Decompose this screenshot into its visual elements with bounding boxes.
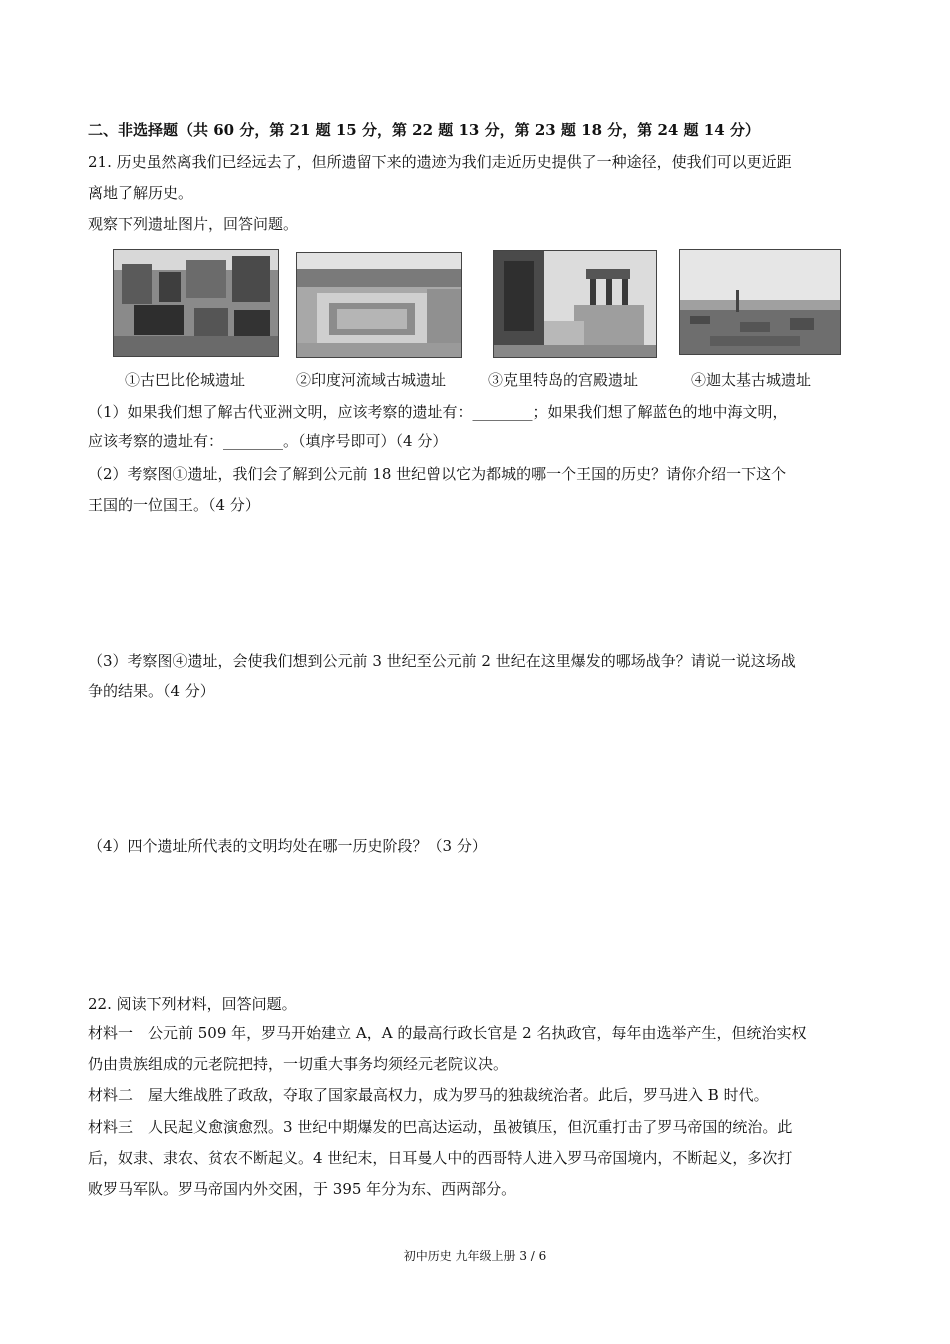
q21-intro-line1: 21. 历史虽然离我们已经远去了，但所遗留下来的遗迹为我们走近历史提供了一种途径，使我们可以更近距: [88, 153, 792, 171]
caption-indus: ②印度河流域古城遗址: [296, 371, 447, 389]
q22-intro: 22. 阅读下列材料，回答问题。: [88, 995, 297, 1013]
q21-part3-line1: （3）考察图④遗址，会使我们想到公元前 3 世纪至公元前 2 世纪在这里爆发的哪场战争？请说一说这场战: [88, 652, 796, 670]
caption-carthage: ④迦太基古城遗址: [691, 371, 812, 389]
q21-part2-line1: （2）考察图①遗址，我们会了解到公元前 18 世纪曾以它为都城的哪一个王国的历史？请你介绍一下这个: [88, 465, 787, 483]
q22-material3-line1: 材料三 人民起义愈演愈烈。3 世纪中期爆发的巴高达运动，虽被镇压，但沉重打击了罗马帝国的统治。此: [88, 1118, 793, 1136]
q22-material3-line2: 后，奴隶、隶农、贫农不断起义。4 世纪末，日耳曼人中的西哥特人进入罗马帝国境内，不断起义，多次打: [88, 1149, 793, 1167]
page-footer: 初中历史 九年级上册 3 / 6: [403, 1249, 547, 1263]
q22-material1-line2: 仍由贵族组成的元老院把持，一切重大事务均须经元老院议决。: [88, 1055, 509, 1073]
crete-palace-image: [493, 250, 657, 358]
section-title: 二、非选择题（共 60 分，第 21 题 15 分，第 22 题 13 分，第 23 题 18 分，第 24 题 14 分）: [88, 121, 760, 139]
caption-babylon: ①古巴比伦城遗址: [125, 371, 246, 389]
q22-material2-line1: 材料二 屋大维战胜了政敌，夺取了国家最高权力，成为罗马的独裁统治者。此后，罗马进入 B 时代。: [88, 1086, 769, 1104]
caption-crete: ③克里特岛的宫殿遗址: [488, 371, 639, 389]
q21-part2-line2: 王国的一位国王。（4 分）: [88, 496, 260, 514]
q22-material3-line3: 败罗马军队。罗马帝国内外交困，于 395 年分为东、西两部分。: [88, 1180, 517, 1198]
q21-instruction: 观察下列遗址图片，回答问题。: [88, 215, 299, 233]
q22-material1-line1: 材料一 公元前 509 年，罗马开始建立 A，A 的最高行政长官是 2 名执政官，每年由选举产生，但统治实权: [88, 1024, 807, 1042]
babylon-ruins-image: [113, 249, 279, 357]
q21-part4-line1: （4）四个遗址所代表的文明均处在哪一历史阶段？（3 分）: [88, 837, 487, 855]
q21-part1-line2: 应该考察的遗址有：________。（填序号即可）（4 分）: [88, 432, 448, 450]
carthage-ruins-image: [679, 249, 841, 355]
q21-part1-line1: （1）如果我们想了解古代亚洲文明，应该考察的遗址有：________；如果我们想了解蓝色的地中海文明，: [88, 403, 788, 421]
q21-part3-line2: 争的结果。（4 分）: [88, 682, 215, 700]
q21-intro-line2: 离地了解历史。: [88, 184, 194, 202]
indus-ruins-image: [296, 252, 462, 358]
